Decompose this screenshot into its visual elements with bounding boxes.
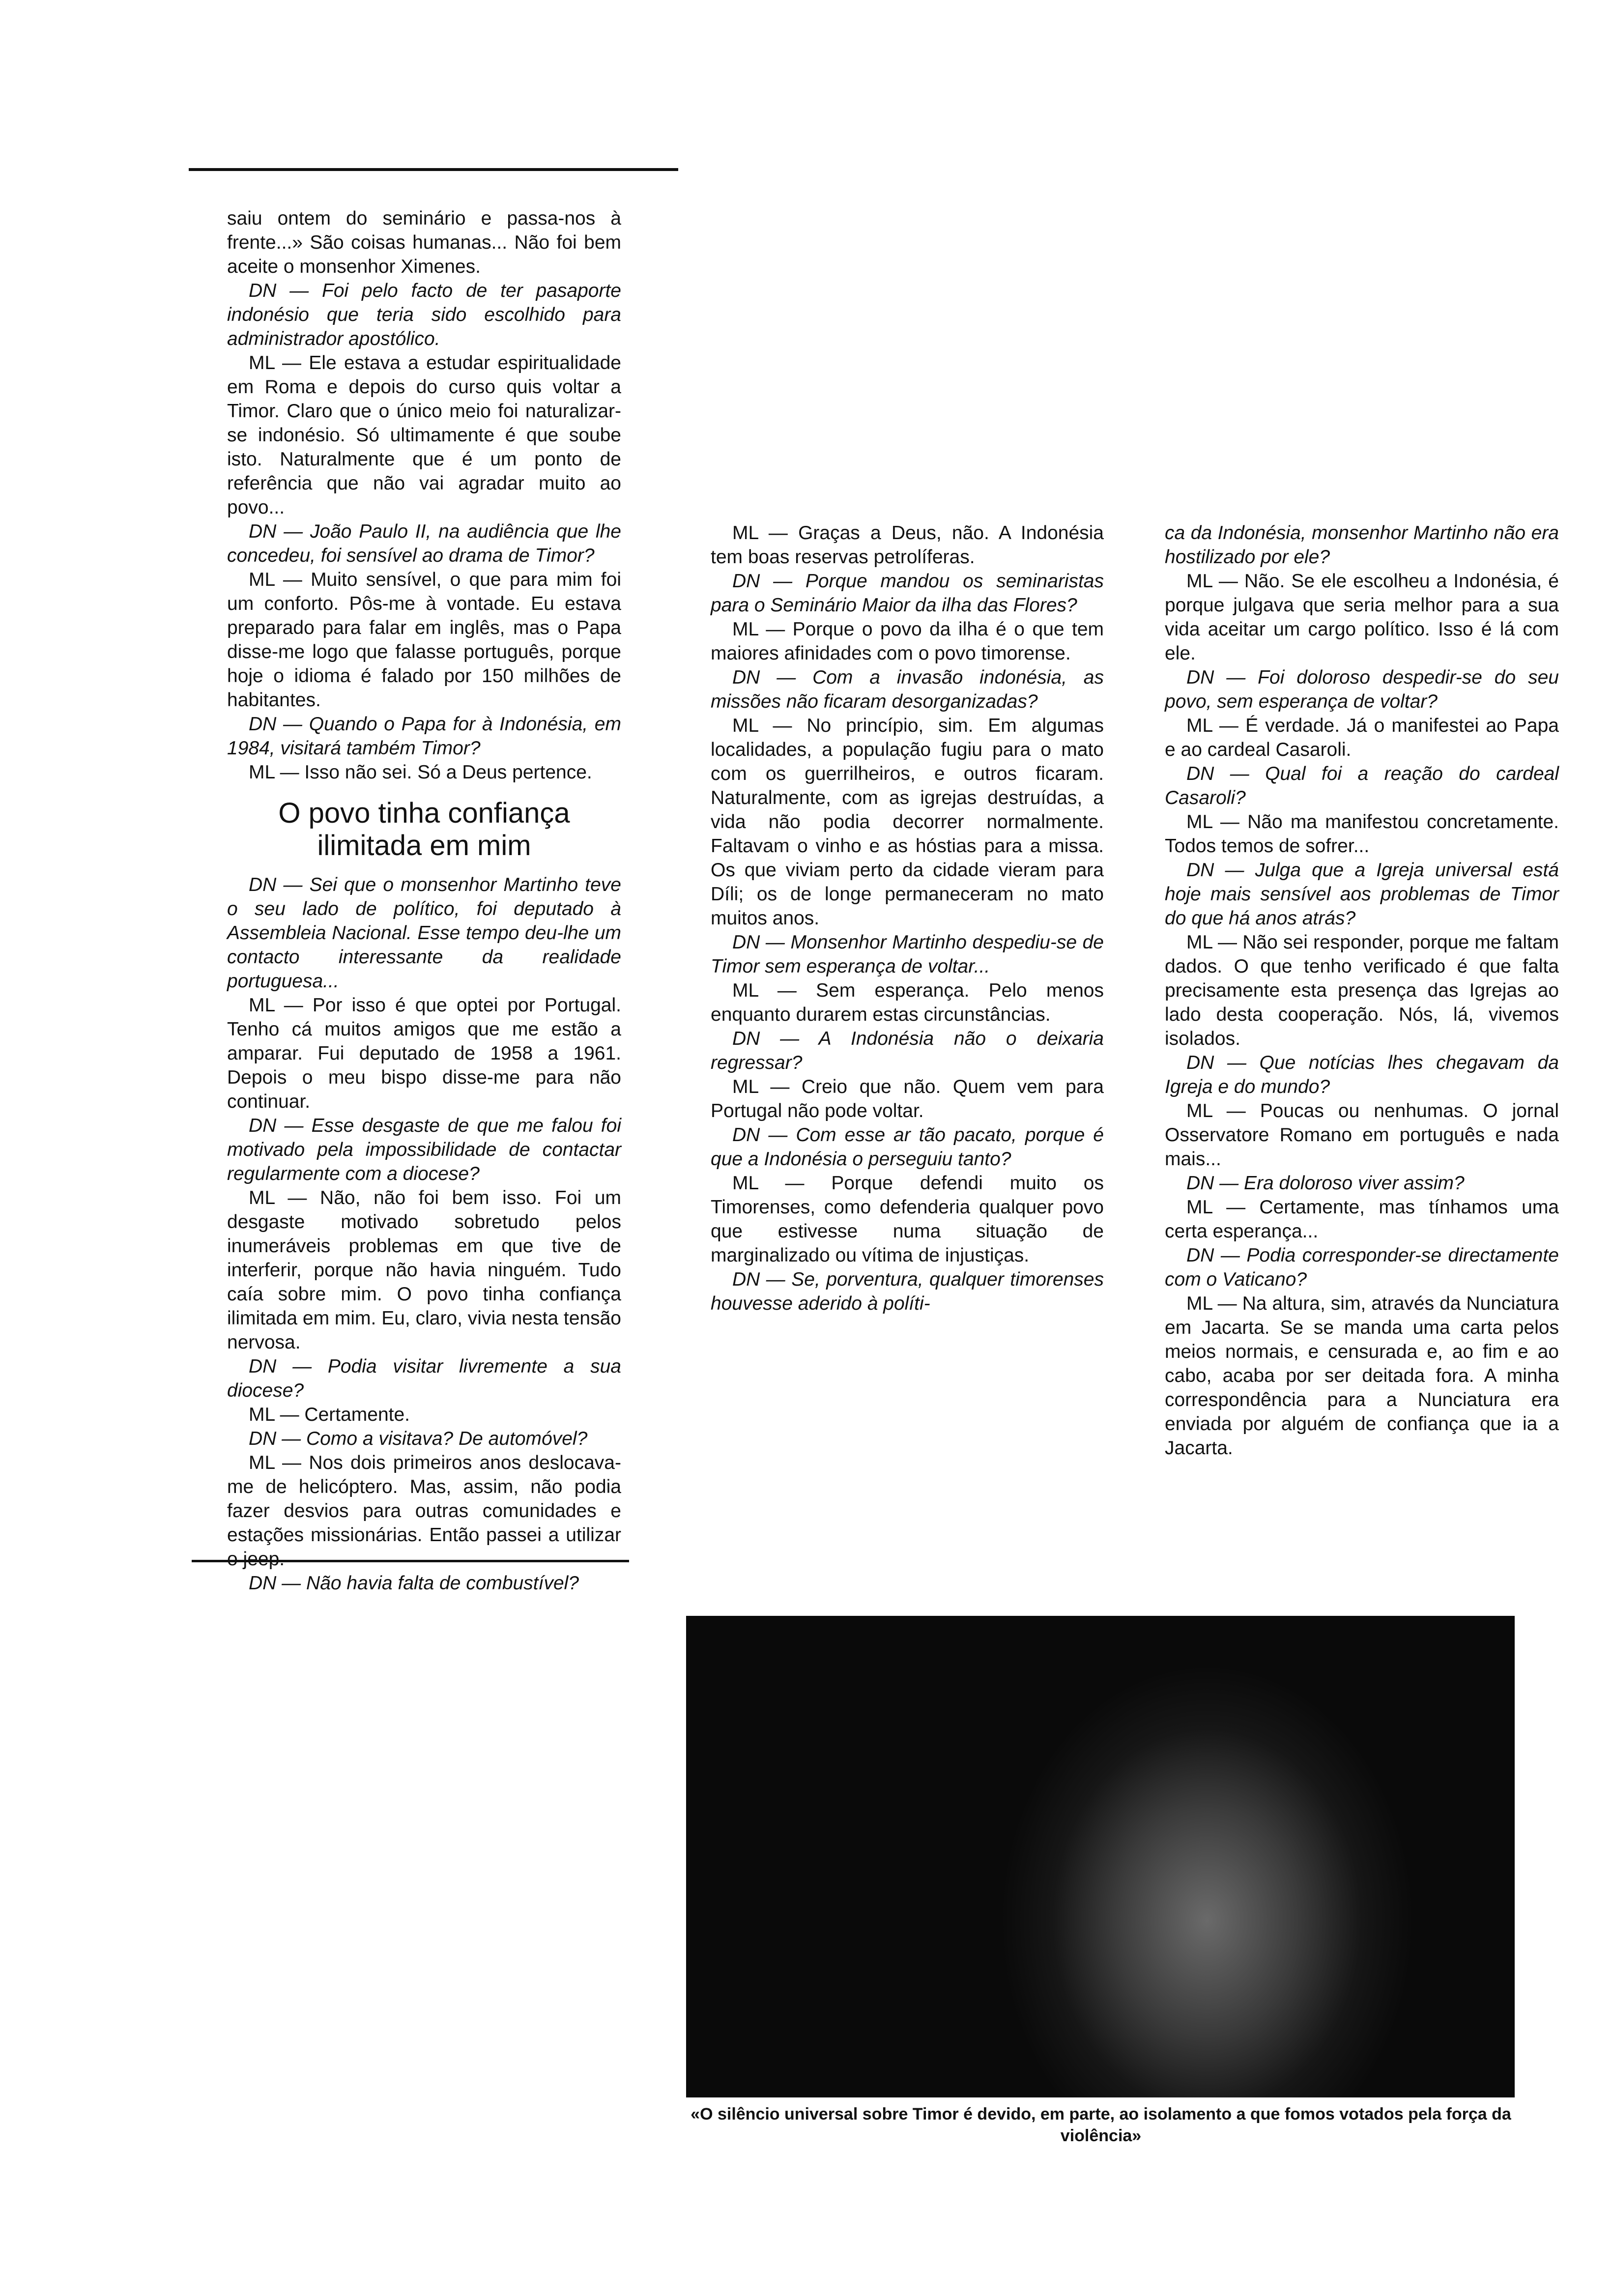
question-paragraph: DN — Foi pelo facto de ter pasaporte indonésio que teria sido escolhido para administrador apostólico.: [227, 280, 621, 349]
answer-paragraph: ML — Por isso é que optei por Portugal. Tenho cá muitos amigos que me estão a amparar. Fui deputado de 1958 a 1961. Depois o meu bispo disse-me para não continuar.: [227, 995, 621, 1112]
answer-paragraph: ML — Não. Se ele escolheu a Indonésia, é porque julgava que seria melhor para a sua vida aceitar um cargo político. Isso é lá com ele.: [1165, 571, 1559, 664]
question-paragraph: DN — Podia visitar livremente a sua diocese?: [227, 1356, 621, 1401]
answer-paragraph: ML — Não sei responder, porque me faltam dados. O que tenho verificado é que falta precisamente esta presença das Igrejas ao lado desta cooperação. Nós, lá, vivemos isolados.: [1165, 932, 1559, 1049]
answer-paragraph: ML — Porque o povo da ilha é o que tem maiores afinidades com o povo timorense.: [711, 619, 1104, 664]
question-paragraph: DN — Como a visitava? De automóvel?: [249, 1428, 588, 1449]
question-paragraph: DN — Era doloroso viver assim?: [1186, 1173, 1465, 1194]
question-paragraph: DN — Que notícias lhes chegavam da Igreja e do mundo?: [1165, 1052, 1559, 1097]
column-1: [227, 206, 621, 1595]
question-paragraph: DN — Com a invasão indonésia, as missões não ficaram desorganizadas?: [711, 667, 1104, 712]
question-paragraph: DN — Esse desgaste de que me falou foi motivado pela impossibilidade de contactar regularmente com a diocese?: [227, 1115, 621, 1184]
portrait-photo: [686, 1616, 1515, 2097]
answer-paragraph: ML — Não ma manifestou concretamente. Todos temos de sofrer...: [1165, 811, 1559, 857]
section-heading: O povo tinha confiança ilimitada em mim: [278, 797, 570, 861]
question-paragraph: DN — A Indonésia não o deixaria regressar?: [711, 1028, 1104, 1073]
question-paragraph: DN — Porque mandou os seminaristas para o Seminário Maior da ilha das Flores?: [711, 571, 1104, 616]
answer-paragraph: ML — Isso não sei. Só a Deus pertence.: [249, 762, 592, 783]
top-rule: [189, 168, 678, 171]
answer-paragraph: ML — Certamente.: [249, 1404, 410, 1425]
question-paragraph: DN — Julga que a Igreja universal está hoje mais sensível aos problemas de Timor do que há anos atrás?: [1165, 860, 1559, 929]
answer-paragraph: ML — É verdade. Já o manifestei ao Papa e ao cardeal Casaroli.: [1165, 715, 1559, 760]
answer-paragraph: ML — Certamente, mas tínhamos uma certa esperança...: [1165, 1197, 1559, 1242]
answer-paragraph: saiu ontem do seminário e passa-nos à frente...» São coisas humanas... Não foi bem aceite o monsenhor Ximenes.: [227, 208, 621, 277]
column-1-top-text: [227, 206, 621, 784]
question-paragraph: DN — Quando o Papa for à Indonésia, em 1984, visitará também Timor?: [227, 714, 621, 759]
question-paragraph: DN — Podia corresponder-se directamente com o Vaticano?: [1165, 1245, 1559, 1290]
question-paragraph: ca da Indonésia, monsenhor Martinho não era hostilizado por ele?: [1165, 522, 1559, 568]
answer-paragraph: ML — Muito sensível, o que para mim foi um conforto. Pôs-me à vontade. Eu estava preparado para falar em inglês, mas o Papa disse-me logo que falasse português, porque hoje o idioma é falado por 150 milhões de habitantes.: [227, 569, 621, 711]
answer-paragraph: ML — Não, não foi bem isso. Foi um desgaste motivado sobretudo pelos inumeráveis problemas em que tive de interferir, porque não havia ninguém. Tudo caía sobre mim. O povo tinha confiança ilimitada em mim. Eu, claro, vivia nesta tensão nervosa.: [227, 1187, 621, 1353]
answer-paragraph: ML — No princípio, sim. Em algumas localidades, a população fugiu para o mato com os guerrilheiros, e outros ficaram. Naturalmente, com as igrejas destruídas, a vida não podia decorrer normalmente. Faltavam o vinho e as hóstias para a missa. Os que viviam perto da cidade vieram para Díli; os de longe permaneceram no mato muitos anos.: [711, 715, 1104, 929]
answer-paragraph: ML — Na altura, sim, através da Nunciatura em Jacarta. Se se manda uma carta pelos meios normais, e censurada e, ao fim e ao cabo, acaba por ser deitada fora. A minha correspondência para a Nunciatura era enviada por alguém de confiança que ia a Jacarta.: [1165, 1293, 1559, 1459]
column-2: [711, 521, 1104, 1316]
answer-paragraph: ML — Sem esperança. Pelo menos enquanto durarem estas circunstâncias.: [711, 980, 1104, 1025]
photo-caption: «O silêncio universal sobre Timor é devido, em parte, ao isolamento a que fomos votados pela força da violência»: [691, 2105, 1511, 2145]
answer-paragraph: ML — Porque defendi muito os Timorenses, como defenderia qualquer povo que estivesse numa situação de marginalizado ou vítima de injustiças.: [711, 1173, 1104, 1266]
answer-paragraph: ML — Ele estava a estudar espiritualidade em Roma e depois do curso quis voltar a Timor. Claro que o único meio foi naturalizar-se indonésio. Só ultimamente é que soube isto. Naturalmente que é um ponto de referência que não vai agradar muito ao povo...: [227, 352, 621, 518]
question-paragraph: DN — Com esse ar tão pacato, porque é que a Indonésia o perseguiu tanto?: [711, 1124, 1104, 1170]
answer-paragraph: ML — Creio que não. Quem vem para Portugal não pode voltar.: [711, 1076, 1104, 1121]
question-paragraph: DN — Monsenhor Martinho despediu-se de Timor sem esperança de voltar...: [711, 932, 1104, 977]
question-paragraph: DN — Se, porventura, qualquer timorenses houvesse aderido à políti-: [711, 1269, 1104, 1314]
question-paragraph: DN — Sei que o monsenhor Martinho teve o seu lado de político, foi deputado à Assembleia Nacional. Esse tempo deu-lhe um contacto interessante da realidade portuguesa...: [227, 874, 621, 992]
answer-paragraph: ML — Poucas ou nenhumas. O jornal Osservatore Romano em português e nada mais...: [1165, 1100, 1559, 1170]
answer-paragraph: ML — Graças a Deus, não. A Indonésia tem boas reservas petrolíferas.: [711, 522, 1104, 568]
question-paragraph: DN — João Paulo II, na audiência que lhe concedeu, foi sensível ao drama de Timor?: [227, 521, 621, 566]
question-paragraph: DN — Qual foi a reação do cardeal Casaroli?: [1165, 763, 1559, 808]
question-paragraph: DN — Foi doloroso despedir-se do seu povo, sem esperança de voltar?: [1165, 667, 1559, 712]
question-paragraph: DN — Não havia falta de combustível?: [249, 1573, 579, 1594]
column-3: [1165, 521, 1559, 1460]
answer-paragraph: ML — Nos dois primeiros anos deslocava-me de helicóptero. Mas, assim, não podia fazer desvios para outras comunidades e estações missionárias. Então passei a utilizar o jeep.: [227, 1452, 621, 1570]
column-1-bottom-text: [227, 873, 621, 1595]
